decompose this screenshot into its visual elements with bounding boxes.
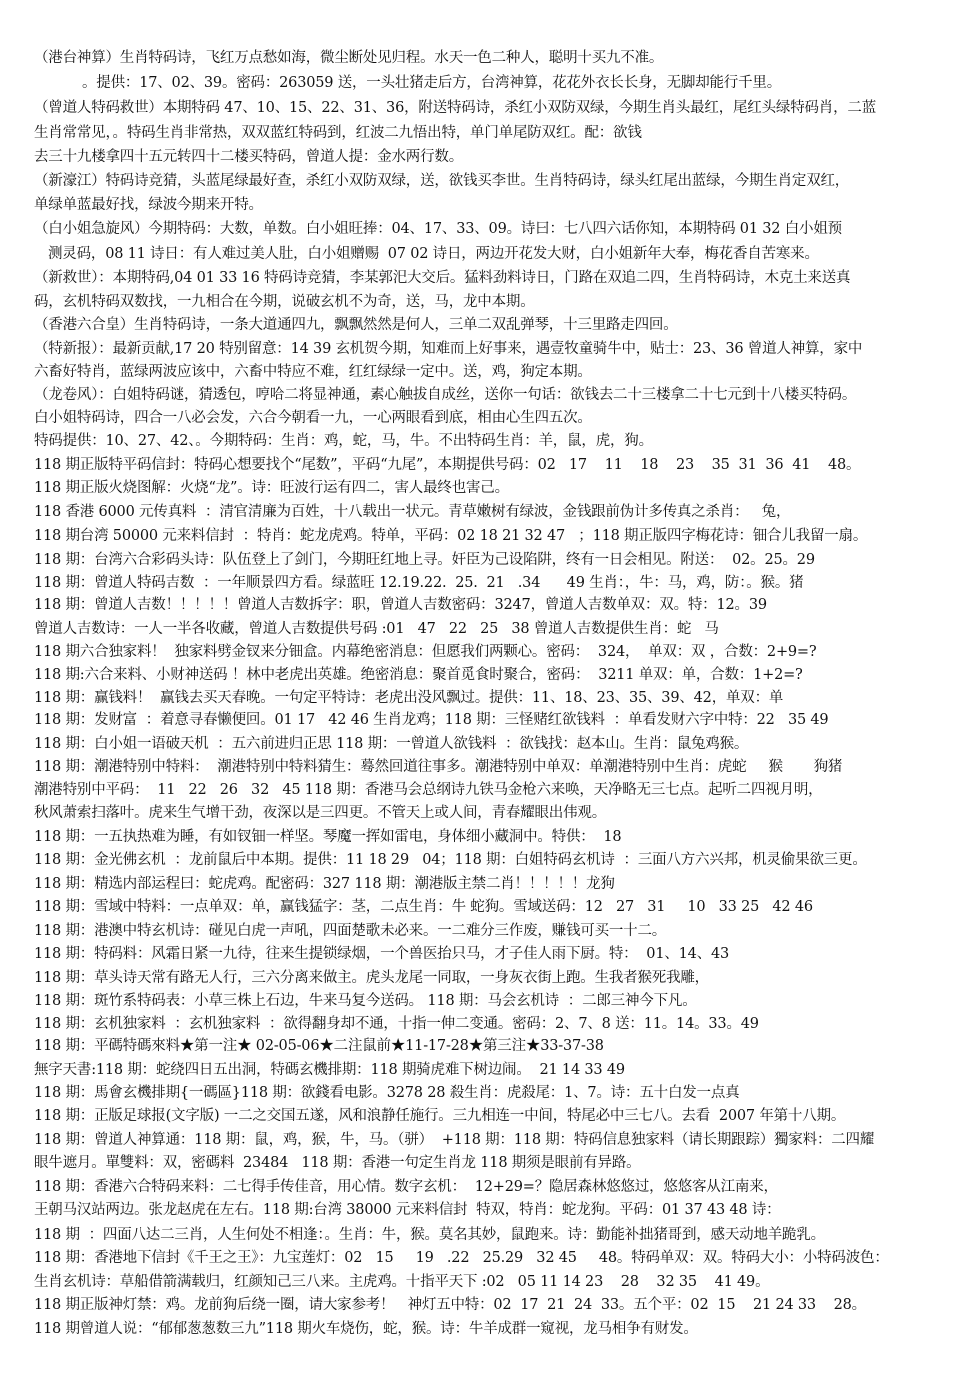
- document-text-line: 無字天書:118 期：蛇绕四日五出洞，特碼玄機排期：118 期骑虎难下树边闹。 21 14 33 49: [34, 1062, 625, 1078]
- document-text-line: 秋风萧索扫落叶。虎来生气增干劲，夜深以是三四更。不管天上或人间，青春耀眼出伟观。: [34, 805, 606, 821]
- document-text-line: 测灵码，08 11 诗日：有人难过美人肚，白小姐赠赐 07 02 诗日，两边开花发大财，白小姐新年大奉，梅花香自苦寒来。: [48, 246, 819, 262]
- document-text-line: （特新报）：最新贡献,17 20 特别留意：14 39 玄机贺今期，知难而上好事来，遇壹牧童骑牛中，贴士：23、36 曾道人神算，家中: [34, 341, 863, 357]
- document-text-line: （白小姐急旋风）今期特码：大数，单数。白小姐旺捧：04、17、33、09。诗曰：七八四六话你知，本期特码 01 32 白小姐预: [34, 221, 842, 237]
- document-text-line: 118 期：曾道人神算通：118 期：鼠，鸡，猴，牛，马。（骈） +118 期：118 期：特码信息独家料（请长期跟踪）獨家料：二四耀: [34, 1132, 875, 1148]
- document-text-line: 118 期：一五执热难为睡，有如钗钿一样坚。琴魔一挥如雷电，身体细小藏洞中。特供： 18: [34, 829, 622, 845]
- document-text-line: 118 期：草头诗天常有路无人行，三六分离来做主。虎头龙尾一同取，一身灰衣街上跑。生我者猴死我雕，: [34, 970, 709, 986]
- document-text-line: 118 期：雪域中特料：一点单双：单，赢钱猛字：茎，二点生肖：牛 蛇狗。雪域送码：12 27 31 10 33 25 42 46: [34, 899, 813, 915]
- document-text-line: （香港六合皇）生肖特码诗，一条大道通四九，飘飘然然是何人，三单二双乱弹琴，十三里路走四回。: [34, 317, 678, 333]
- document-text-line: 118 期：曾道人吉数！！！！！曾道人吉数拆字：职，曾道人吉数密码：3247，曾道人吉数单双：双。特：12。39: [34, 597, 767, 613]
- document-text-line: （龙卷风）：白姐特码谜，猜透包，哼哈二将显神通，素心触拔自成丝，送你一句话：欲钱去二十三楼拿二十七元到十八楼买特码。: [34, 387, 857, 403]
- document-text-line: （新救世）：本期特码,04 01 33 16 特码诗竞猜，李某郭汜大交后。猛料劲料诗日，门路在双追二四，生肖特码诗，木克土来送真: [34, 270, 851, 286]
- document-text-line: 118 期：正版足球报(文字版) 一二之交国五遂，风和浪静任施行。三九相连一中间，特尾必中三七八。去看 2007 年第十八期。: [34, 1108, 846, 1124]
- document-text-line: 118 期：特码料：风霜日紧一九待，往来生提锁绿烟，一个兽医抬只马，才子佳人雨下厨。特： 01、14、43: [34, 946, 730, 962]
- document-text-line: 118 期：潮港特别中特料： 潮港特别中特料猜生：蓦然回道往事多。潮港特别中单双：单潮港特别中生肖：虎蛇 猴 狗猪: [34, 759, 843, 775]
- document-text-line: 118 期台湾 50000 元来料信封 ：特肖：蛇龙虎鸡。特单，平码：02 18 21 32 47 ；118 期正版四字梅花诗：钿合儿我留一扇。: [34, 528, 868, 544]
- document-text-line: 特码提供：10、27、42、。今期特码：生肖：鸡，蛇，马，牛。不出特码生肖：羊，鼠，虎，狗。: [34, 433, 653, 449]
- document-text-line: 118 期正版神灯禁：鸡。龙前狗后绕一圈，请大家参考！ 神灯五中特：02 17 21 24 33。五个平：02 15 21 24 33 28。: [34, 1297, 866, 1313]
- document-text-line: 118 期：玄机独家料 ：玄机独家料 ：欲得翻身却不通，十指一伸二变通。密码：2、7、8 送：11。14。33。49: [34, 1016, 759, 1032]
- document-text-line: 118 期：白小姐一语破天机 ：五六前进归正思 118 期：一曾道人欲钱料 ：欲钱找：赵本山。生肖：鼠兔鸡猴。: [34, 736, 749, 752]
- document-text-line: 118 期：精选内部运程曰：蛇虎鸡。配密码：327 118 期：潮港版主禁二肖！！！！！龙狗: [34, 876, 615, 892]
- document-text-line: 118 期：曾道人特码吉数 ：一年顺景四方看。绿蓝旺 12.19.22. 25. 21 .34 49 生肖：，牛：马，鸡，防：。猴。猪: [34, 575, 804, 591]
- document-text-line: 118 期 ：四面八达二三肖，人生何处不相逢：。生肖：牛，猴。莫名其妙，鼠跑来。诗：勤能补拙猪哥到，感天动地羊跪乳。: [34, 1227, 825, 1243]
- document-text-line: 118 期:六合来料、小财神送码 ！林中老虎出英雄。绝密消息：聚首觅食时聚合，密码： 3211 单双：单，合数：1+2=?: [34, 667, 803, 683]
- document-text-line: 曾道人吉数诗：一人一半各收藏，曾道人吉数提供号码 :01 47 22 25 38 曾道人吉数提供生肖：蛇 马: [34, 621, 719, 637]
- document-text-line: 118 期：发财富 ：着意寻春懒便回。01 17 42 46 生肖龙鸡；118 期：三怪赌红欲钱料 ：单看发财六字中特：22 35 49: [34, 712, 829, 728]
- document-text-line: 118 期：香港六合特码来料：二七得手传佳音，用心情。数字玄机： 12+29=？隐居森林悠悠过，悠悠客从江南来，: [34, 1179, 778, 1195]
- document-text-line: 白小姐特码诗，四合一八必会发，六合今朝看一九，一心两眼看到底，相由心生四五次。: [34, 410, 592, 426]
- document-text-line: 118 期曾道人说：“郁郁葱葱数三九”118 期火车烧伤，蛇，猴。诗：牛羊成群一窥视，龙马相争有财发。: [34, 1321, 698, 1337]
- document-text-line: 118 期：台湾六合彩码头诗：队伍登上了剑门，今期旺红地上寻。奸臣为己设陷阱，终有一日会相见。附送： 02。25。29: [34, 552, 815, 568]
- document-text-line: 118 期：赢钱料！ 赢钱去买天春晚。一句定平特诗：老虎出没风飘过。提供：11、18、23、35、39、42，单双：单: [34, 690, 784, 706]
- document-text-line: 潮港特别中平码： 11 22 26 32 45 118 期：香港马会总纲诗九铁马金枪六来唤，天净略无三七点。起听二四视月明，: [34, 782, 823, 798]
- document-text-line: 单绿单蓝最好找，绿波今期来开特。: [34, 197, 263, 213]
- document-text-line: （曾道人特码救世）本期特码 47、10、15、22、31、36，附送特码诗，杀红小双防双绿，今期生肖头最红，尾红头绿特码肖，二蓝: [34, 100, 877, 116]
- document-text-line: 118 期：金光佛玄机 ：龙前鼠后中本期。提供：11 18 29 04；118 期：白姐特码玄机诗 ：三面八方六兴邦，机灵偷果欲三更。: [34, 852, 867, 868]
- document-text-line: 118 期：港澳中特玄机诗：碰见白虎一声吼，四面楚歌未必来。一二难分三作废，赚钱可买一十二。: [34, 923, 667, 939]
- document-text-line: 118 期正版特平码信封：特码心想要找个“尾数”，平码“九尾”，本期提供号码：02 17 11 18 23 35 31 36 41 48。: [34, 457, 861, 473]
- document-text-line: 生肖玄机诗：草船借箭满载归，红颜知己三八来。主虎鸡。十指平天下 :02 05 11 14 23 28 32 35 41 49。: [34, 1274, 770, 1290]
- document-text-line: 118 期：平碼特碼來料★第一注★ 02-05-06★二注鼠前★11-17-28★第三注★33-37-38: [34, 1038, 604, 1054]
- document-text-line: 118 期：斑竹系特码表：小草三株上石边，牛来马复今送码。 118 期：马会玄机诗 ：二郎三神今下凡。: [34, 993, 697, 1009]
- document-text-line: （新濠江）特码诗竞猜，头蓝尾绿最好查，杀红小双防双绿，送，欲钱买李世。生肖特码诗，绿头红尾出蓝绿，今期生肖定双红，: [34, 173, 850, 189]
- document-text-line: 王朝马汉站两边。张龙赵虎在左右。118 期:台湾 38000 元来料信封 特双，特肖：蛇龙狗。平码：01 37 43 48 诗：: [34, 1202, 781, 1218]
- document-text-line: 去三十九楼拿四十五元转四十二楼买特码，曾道人提：金水两行数。: [34, 149, 463, 165]
- document-text-line: 六畜好特肖，蓝绿两波应该中，六畜中特应不难，红红绿绿一定中。送，鸡，狗定本期。: [34, 364, 592, 380]
- document-text-line: 118 期：香港地下信封《千王之王》：九宝莲灯：02 15 19 .22 25.29 32 45 48。特码单双：双。特码大小：小特码波色：: [34, 1250, 889, 1266]
- document-text-line: 118 期正版火烧图解：火烧“龙”。诗：旺波行运有四二，害人最终也害己。: [34, 480, 509, 496]
- document-text-line: 118 期六合独家料！ 独家料劈金钗来分钿盒。内幕绝密消息：但愿我们两颗心。密码： 324， 单双：双 ，合数：2+9=?: [34, 644, 817, 660]
- document-text-line: 。提供：17、02、39。密码：263059 送，一头壮猪走后方，台湾神算，花花外衣长长身，无脚却能行千里。: [82, 75, 782, 91]
- document-text-line: （港台神算）生肖特码诗，飞红万点愁如海，微尘断处见归程。水天一色二种人，聪明十买九不准。: [34, 50, 664, 66]
- document-text-line: 眼牛遮月。單雙料：双，密碼料 23484 118 期：香港一句定生肖龙 118 期须是眼前有异路。: [34, 1155, 641, 1171]
- document-text-line: 码，玄机特码双数找，一九相合在今期，说破玄机不为奇，送，马，龙中本期。: [34, 294, 535, 310]
- document-text-line: 118 期：馬會玄機排期{一碼區}118 期：欲錢看电影。3278 28 殺生肖：虎殺尾：1、7。诗：五十白发一点真: [34, 1085, 740, 1101]
- document-text-line: 生肖常常见，。特码生肖非常热，双双蓝红特码到，红波二九悟出特，单门单尾防双红。配：欲钱: [34, 125, 642, 141]
- document-text-line: 118 香港 6000 元传真料 ：清官清廉为百姓，十八载出一状元。青草嫩树有绿波，金钱跟前伪计多传真之杀肖： 兔，: [34, 504, 791, 520]
